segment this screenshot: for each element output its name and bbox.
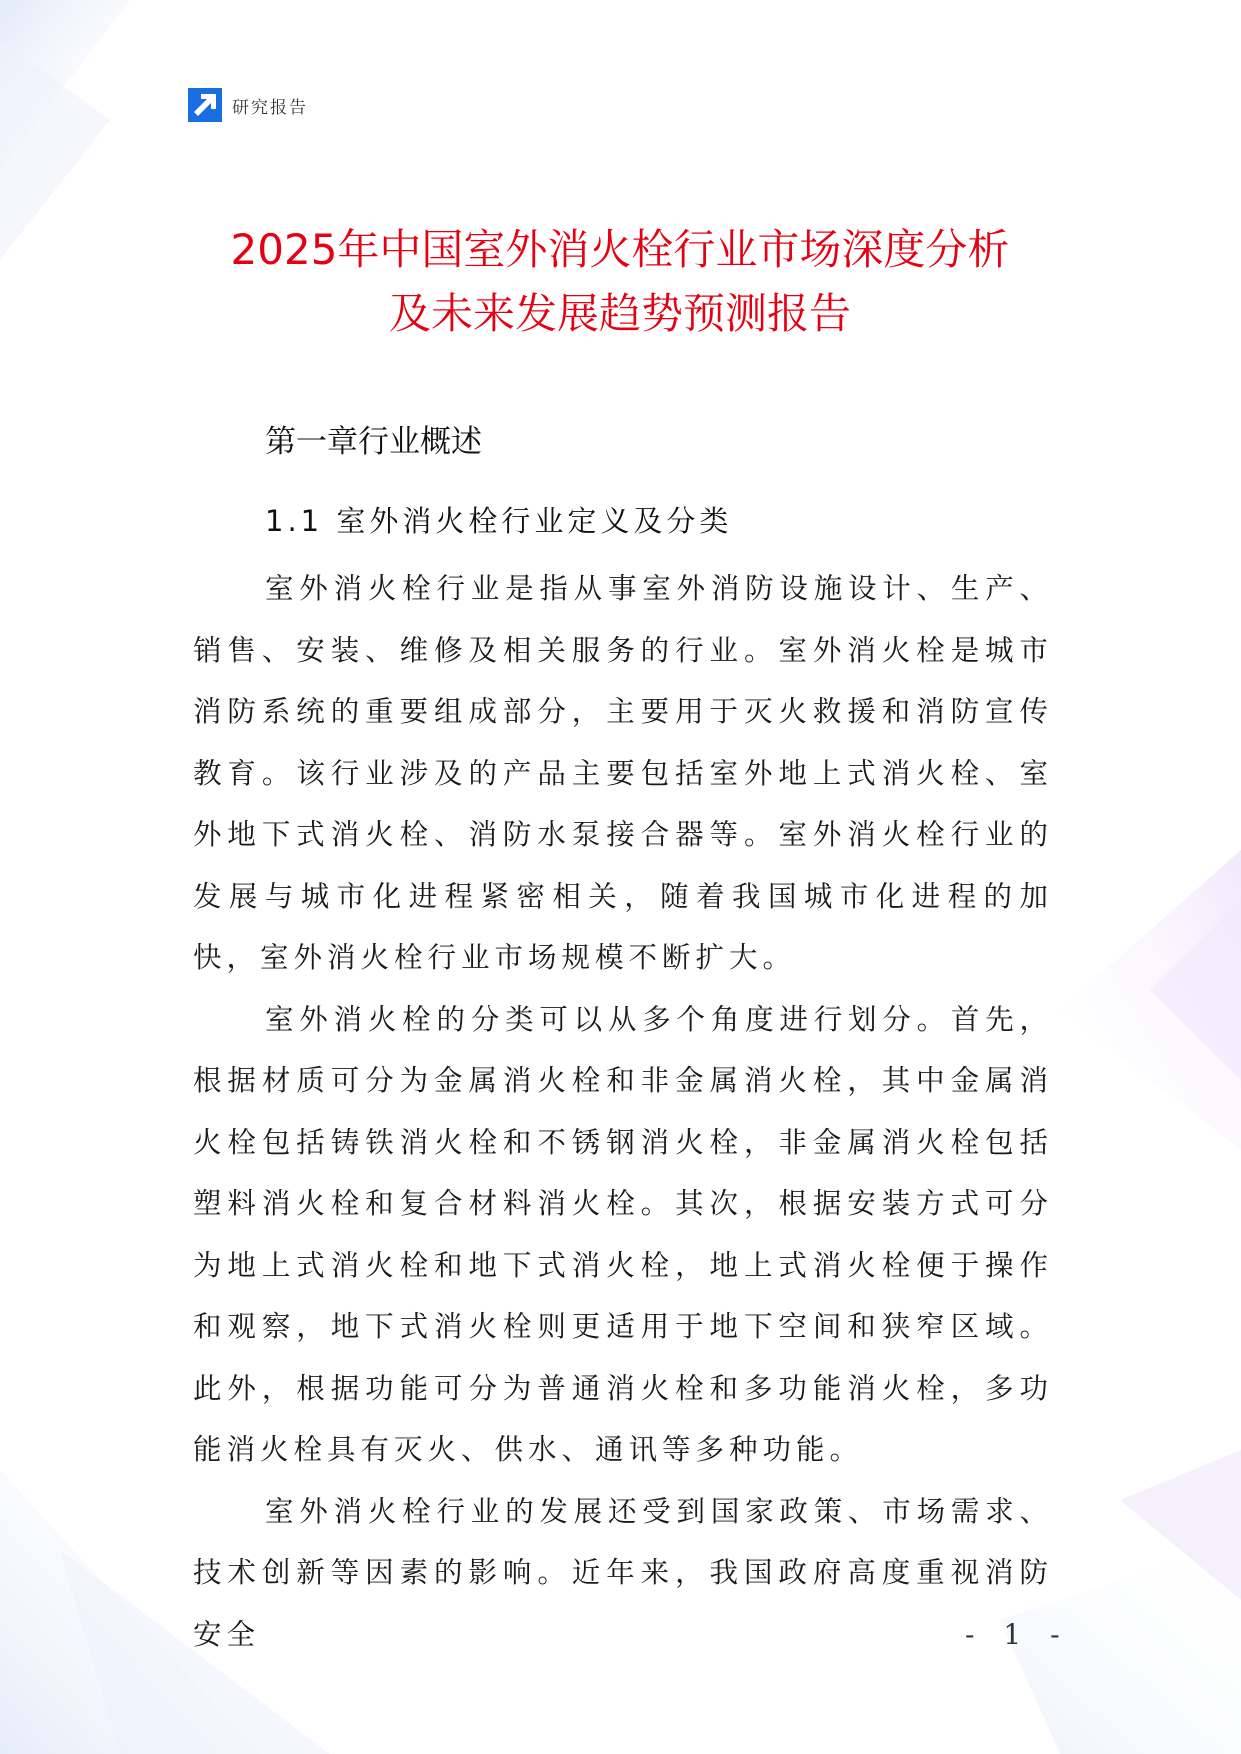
body-paragraph: 室外消火栓行业的发展还受到国家政策、市场需求、技术创新等因素的影响。近年来，我国政府高度重视消防安全 (193, 1494, 1053, 1651)
chapter-heading: 第一章行业概述 (265, 424, 482, 460)
section-heading: 1.1 室外消火栓行业定义及分类 (265, 504, 733, 538)
page-number: - 1 - (965, 1618, 1070, 1651)
body-content (193, 412, 1053, 1665)
body-paragraph: 室外消火栓行业是指从事室外消防设施设计、生产、销售、安装、维修及相关服务的行业。室外消火栓是城市消防系统的重要组成部分，主要用于灭火救援和消防宣传教育。该行业涉及的产品主要包括室外地上式消火栓、室外地下式消火栓、消防水泵接合器等。室外消火栓行业的发展与城市化进程紧密相关，随着我国城市化进程的加快，室外消火栓行业市场规模不断扩大。 (193, 572, 1053, 974)
report-title-line-1: 2025年中国室外消火栓行业市场深度分析 (230, 225, 1010, 274)
header-label: 研究报告 (232, 97, 308, 118)
report-header (188, 88, 308, 122)
report-title-line-2: 及未来发展趋势预测报告 (388, 289, 851, 338)
arrow-up-right-icon (188, 88, 222, 122)
report-title (120, 218, 1120, 346)
body-paragraph: 室外消火栓的分类可以从多个角度进行划分。首先，根据材质可分为金属消火栓和非金属消火栓，其中金属消火栓包括铸铁消火栓和不锈钢消火栓，非金属消火栓包括塑料消火栓和复合材料消火栓。其次，根据安装方式可分为地上式消火栓和地下式消火栓，地上式消火栓便于操作和观察，地下式消火栓则更适用于地下空间和狭窄区域。此外，根据功能可分为普通消火栓和多功能消火栓，多功能消火栓具有灭火、供水、通讯等多种功能。 (193, 1002, 1053, 1466)
